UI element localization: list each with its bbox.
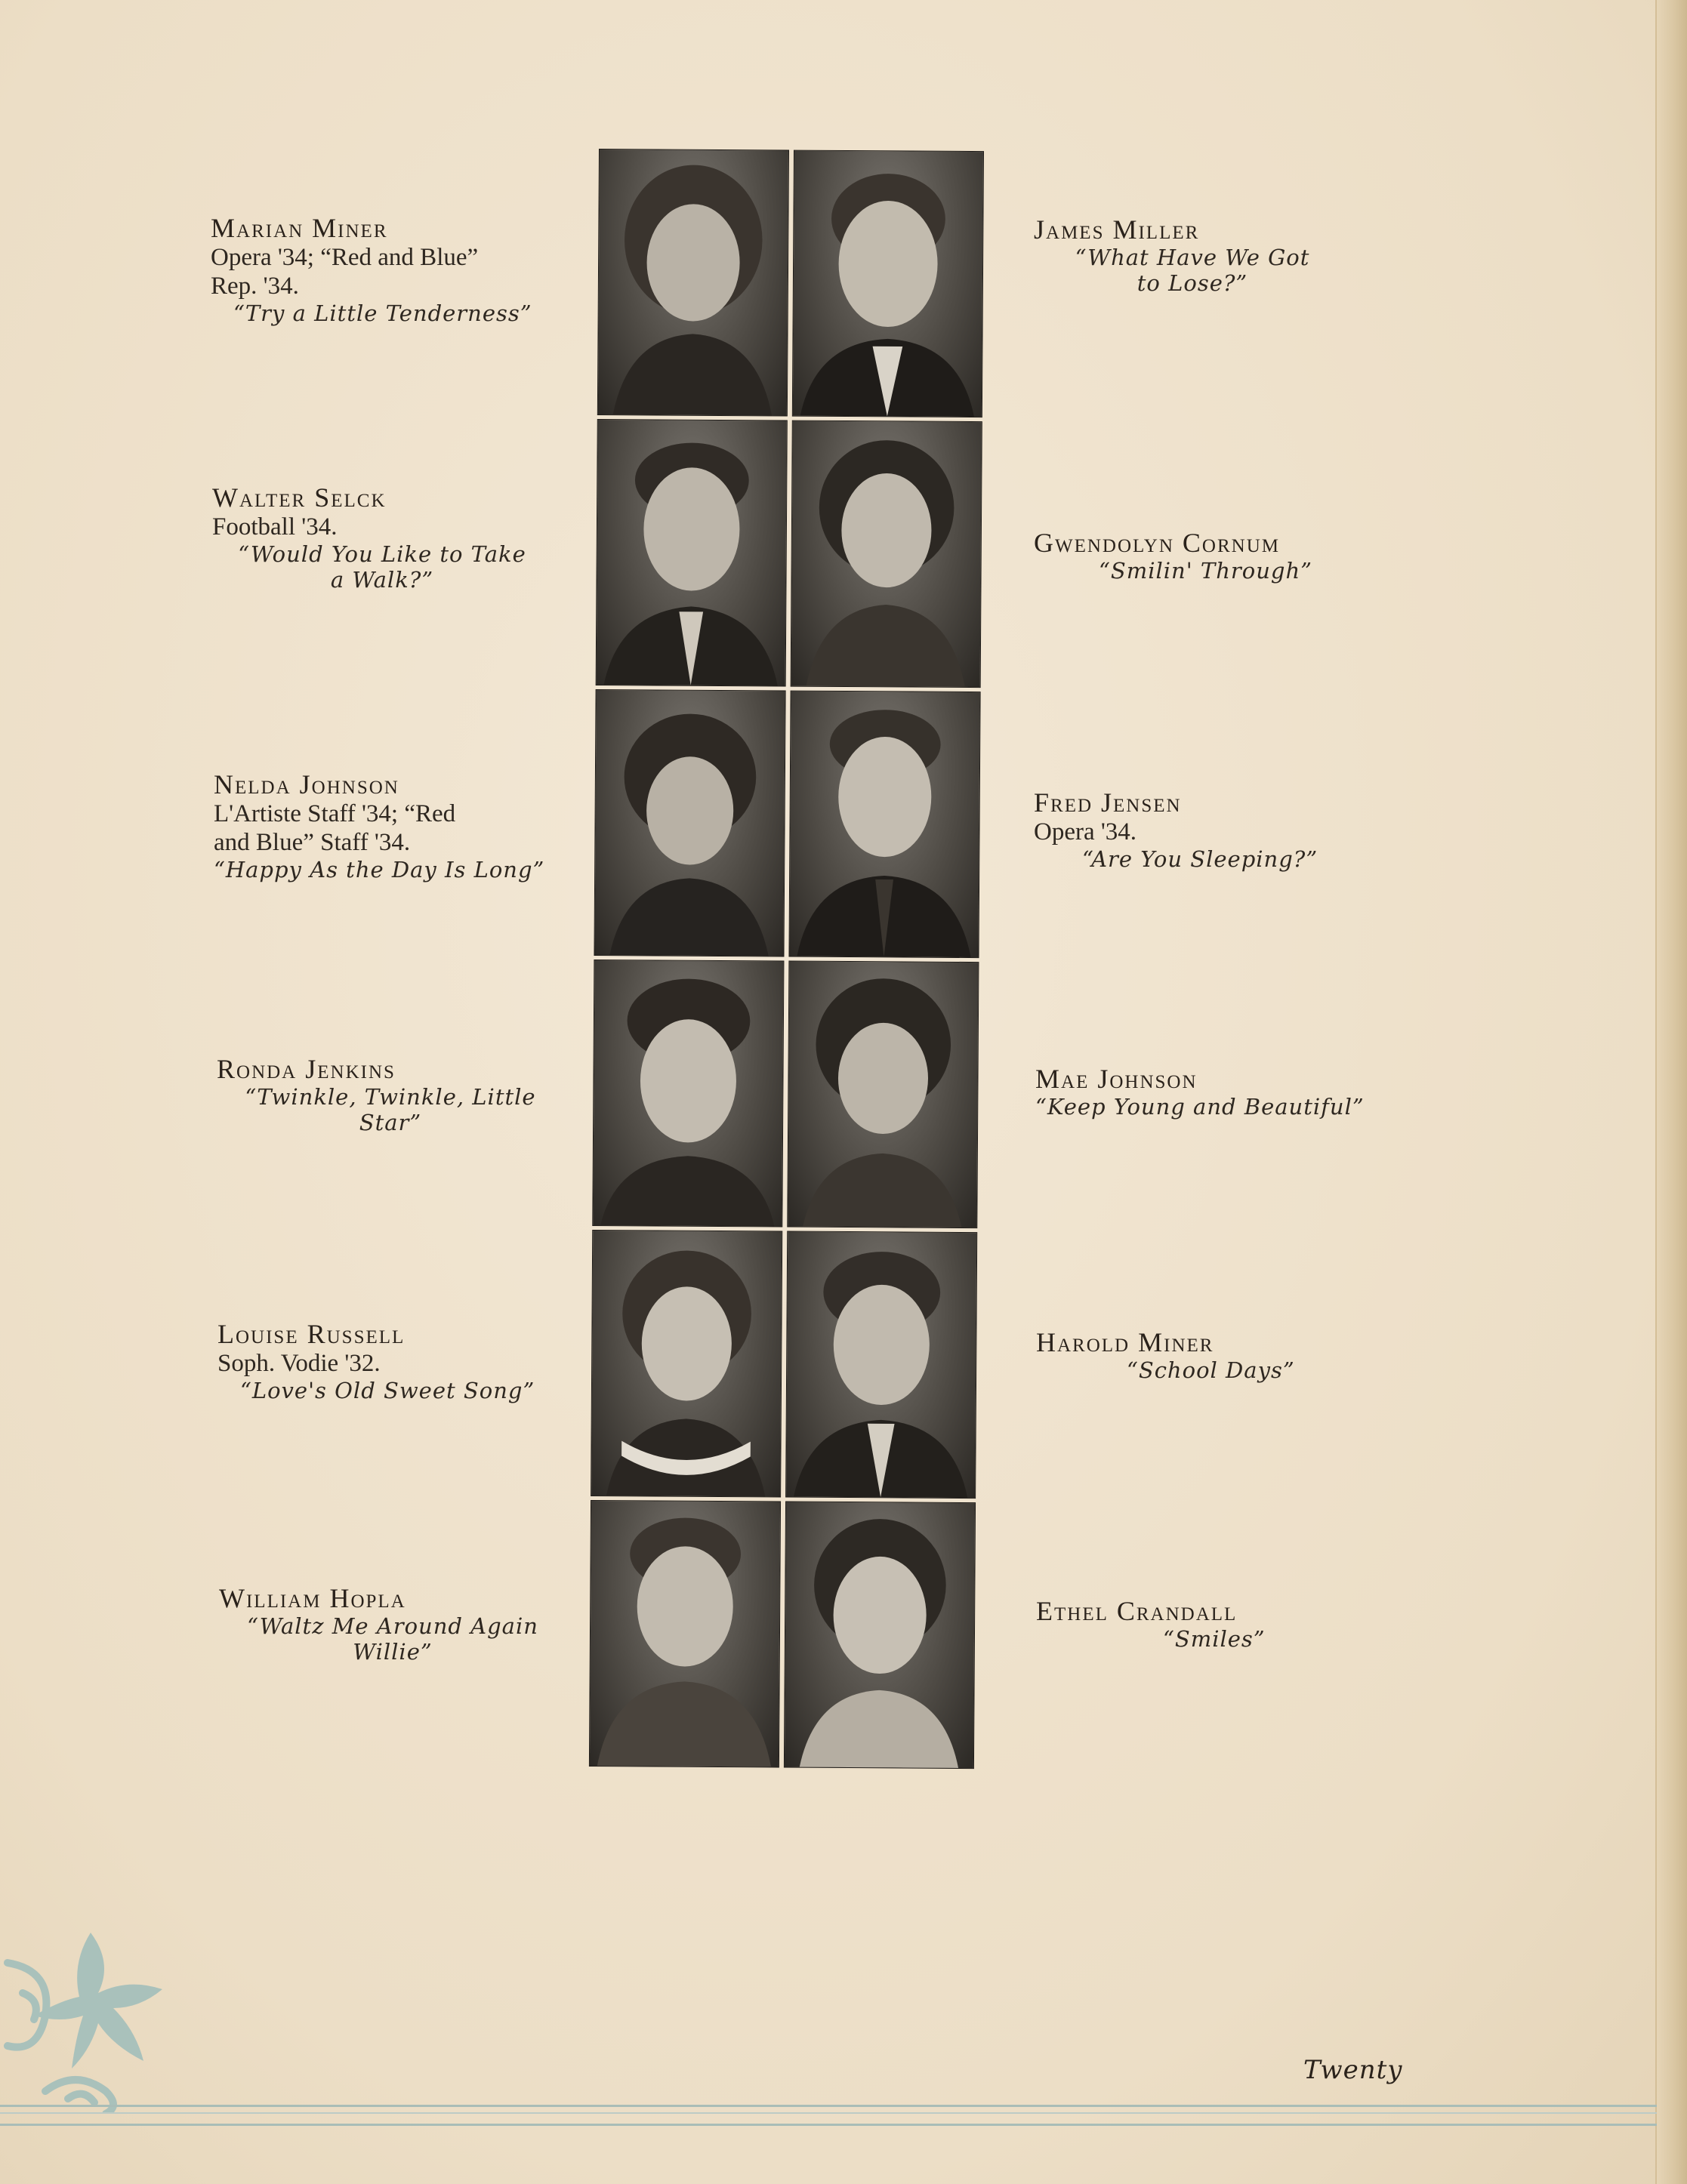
student-quote: “Try a Little Tenderness” — [233, 300, 532, 327]
entry-harold-miner — [1036, 1327, 1429, 1384]
entry-fred-jensen — [1034, 787, 1426, 873]
student-quote: to Lose?” — [1136, 270, 1248, 296]
student-activity: L'Artiste Staff '34; “Red — [214, 800, 456, 828]
student-name: James Miller — [1034, 214, 1200, 245]
student-quote: “Keep Young and Beautiful” — [1035, 1094, 1365, 1120]
student-quote: “Love's Old Sweet Song” — [240, 1378, 535, 1404]
portrait-photo-mae-johnson — [787, 961, 979, 1229]
student-quote: “School Days” — [1127, 1357, 1295, 1384]
student-name: Walter Selck — [212, 482, 387, 513]
student-activity: Rep. '34. — [211, 273, 299, 300]
student-quote: “Twinkle, Twinkle, Little — [245, 1084, 536, 1110]
student-name: Ethel Crandall — [1036, 1596, 1238, 1626]
student-quote: “Happy As the Day Is Long” — [214, 857, 545, 883]
entry-marian-miner — [211, 213, 573, 327]
student-quote: “Smiles” — [1163, 1626, 1266, 1653]
page-number: Twenty — [1303, 2055, 1403, 2085]
student-name: Marian Miner — [211, 213, 388, 243]
student-name: Louise Russell — [217, 1319, 406, 1349]
leaf-scroll-ornament-icon — [0, 1918, 174, 2114]
student-name: Harold Miner — [1036, 1327, 1214, 1357]
entry-mae-johnson — [1035, 1064, 1428, 1120]
entry-nelda-johnson — [214, 769, 569, 883]
portrait-photo-gwendolyn-cornum — [791, 420, 982, 688]
entry-william-hopla — [219, 1583, 574, 1665]
student-activity: Opera '34; “Red and Blue” — [211, 244, 479, 272]
student-quote: a Walk?” — [330, 566, 434, 593]
student-name: Gwendolyn Cornum — [1034, 528, 1280, 558]
entry-ronda-jenkins — [217, 1054, 572, 1135]
student-quote: Willie” — [353, 1638, 433, 1665]
portrait-photo-walter-selck — [596, 419, 788, 687]
student-quote: “Waltz Me Around Again — [247, 1613, 538, 1640]
entry-louise-russell — [217, 1319, 572, 1404]
student-quote: Star” — [359, 1109, 422, 1135]
portrait-photo-harold-miner — [785, 1231, 977, 1499]
book-spine-edge — [1655, 0, 1687, 2184]
portrait-photo-james-miller — [792, 150, 984, 418]
portrait-photo-grid — [589, 149, 992, 1769]
portrait-photo-william-hopla — [589, 1500, 781, 1768]
portrait-photo-ethel-crandall — [784, 1502, 976, 1770]
entry-ethel-crandall — [1036, 1596, 1429, 1653]
student-quote: “Smilin' Through” — [1099, 558, 1312, 584]
student-name: Fred Jensen — [1034, 787, 1182, 818]
portrait-photo-marian-miner — [597, 149, 789, 417]
student-quote: “Are You Sleeping?” — [1082, 846, 1318, 873]
entry-walter-selck — [212, 482, 575, 593]
entry-gwendolyn-cornum — [1034, 528, 1426, 584]
portrait-photo-louise-russell — [591, 1230, 782, 1498]
student-name: Mae Johnson — [1035, 1064, 1198, 1094]
student-activity: and Blue” Staff '34. — [214, 829, 411, 857]
student-quote: “Would You Like to Take — [238, 541, 526, 568]
student-quote: “What Have We Got — [1075, 245, 1310, 271]
student-activity: Soph. Vodie '32. — [217, 1350, 381, 1378]
portrait-photo-nelda-johnson — [594, 689, 785, 957]
student-name: William Hopla — [219, 1583, 406, 1613]
student-activity: Opera '34. — [1034, 818, 1137, 846]
entry-james-miller — [1034, 214, 1411, 296]
student-activity: Football '34. — [212, 513, 338, 541]
portrait-photo-fred-jensen — [788, 691, 980, 959]
student-name: Ronda Jenkins — [217, 1054, 396, 1084]
student-name: Nelda Johnson — [214, 769, 399, 799]
footer-double-rule — [0, 2105, 1657, 2126]
portrait-photo-ronda-jenkins — [592, 960, 784, 1228]
